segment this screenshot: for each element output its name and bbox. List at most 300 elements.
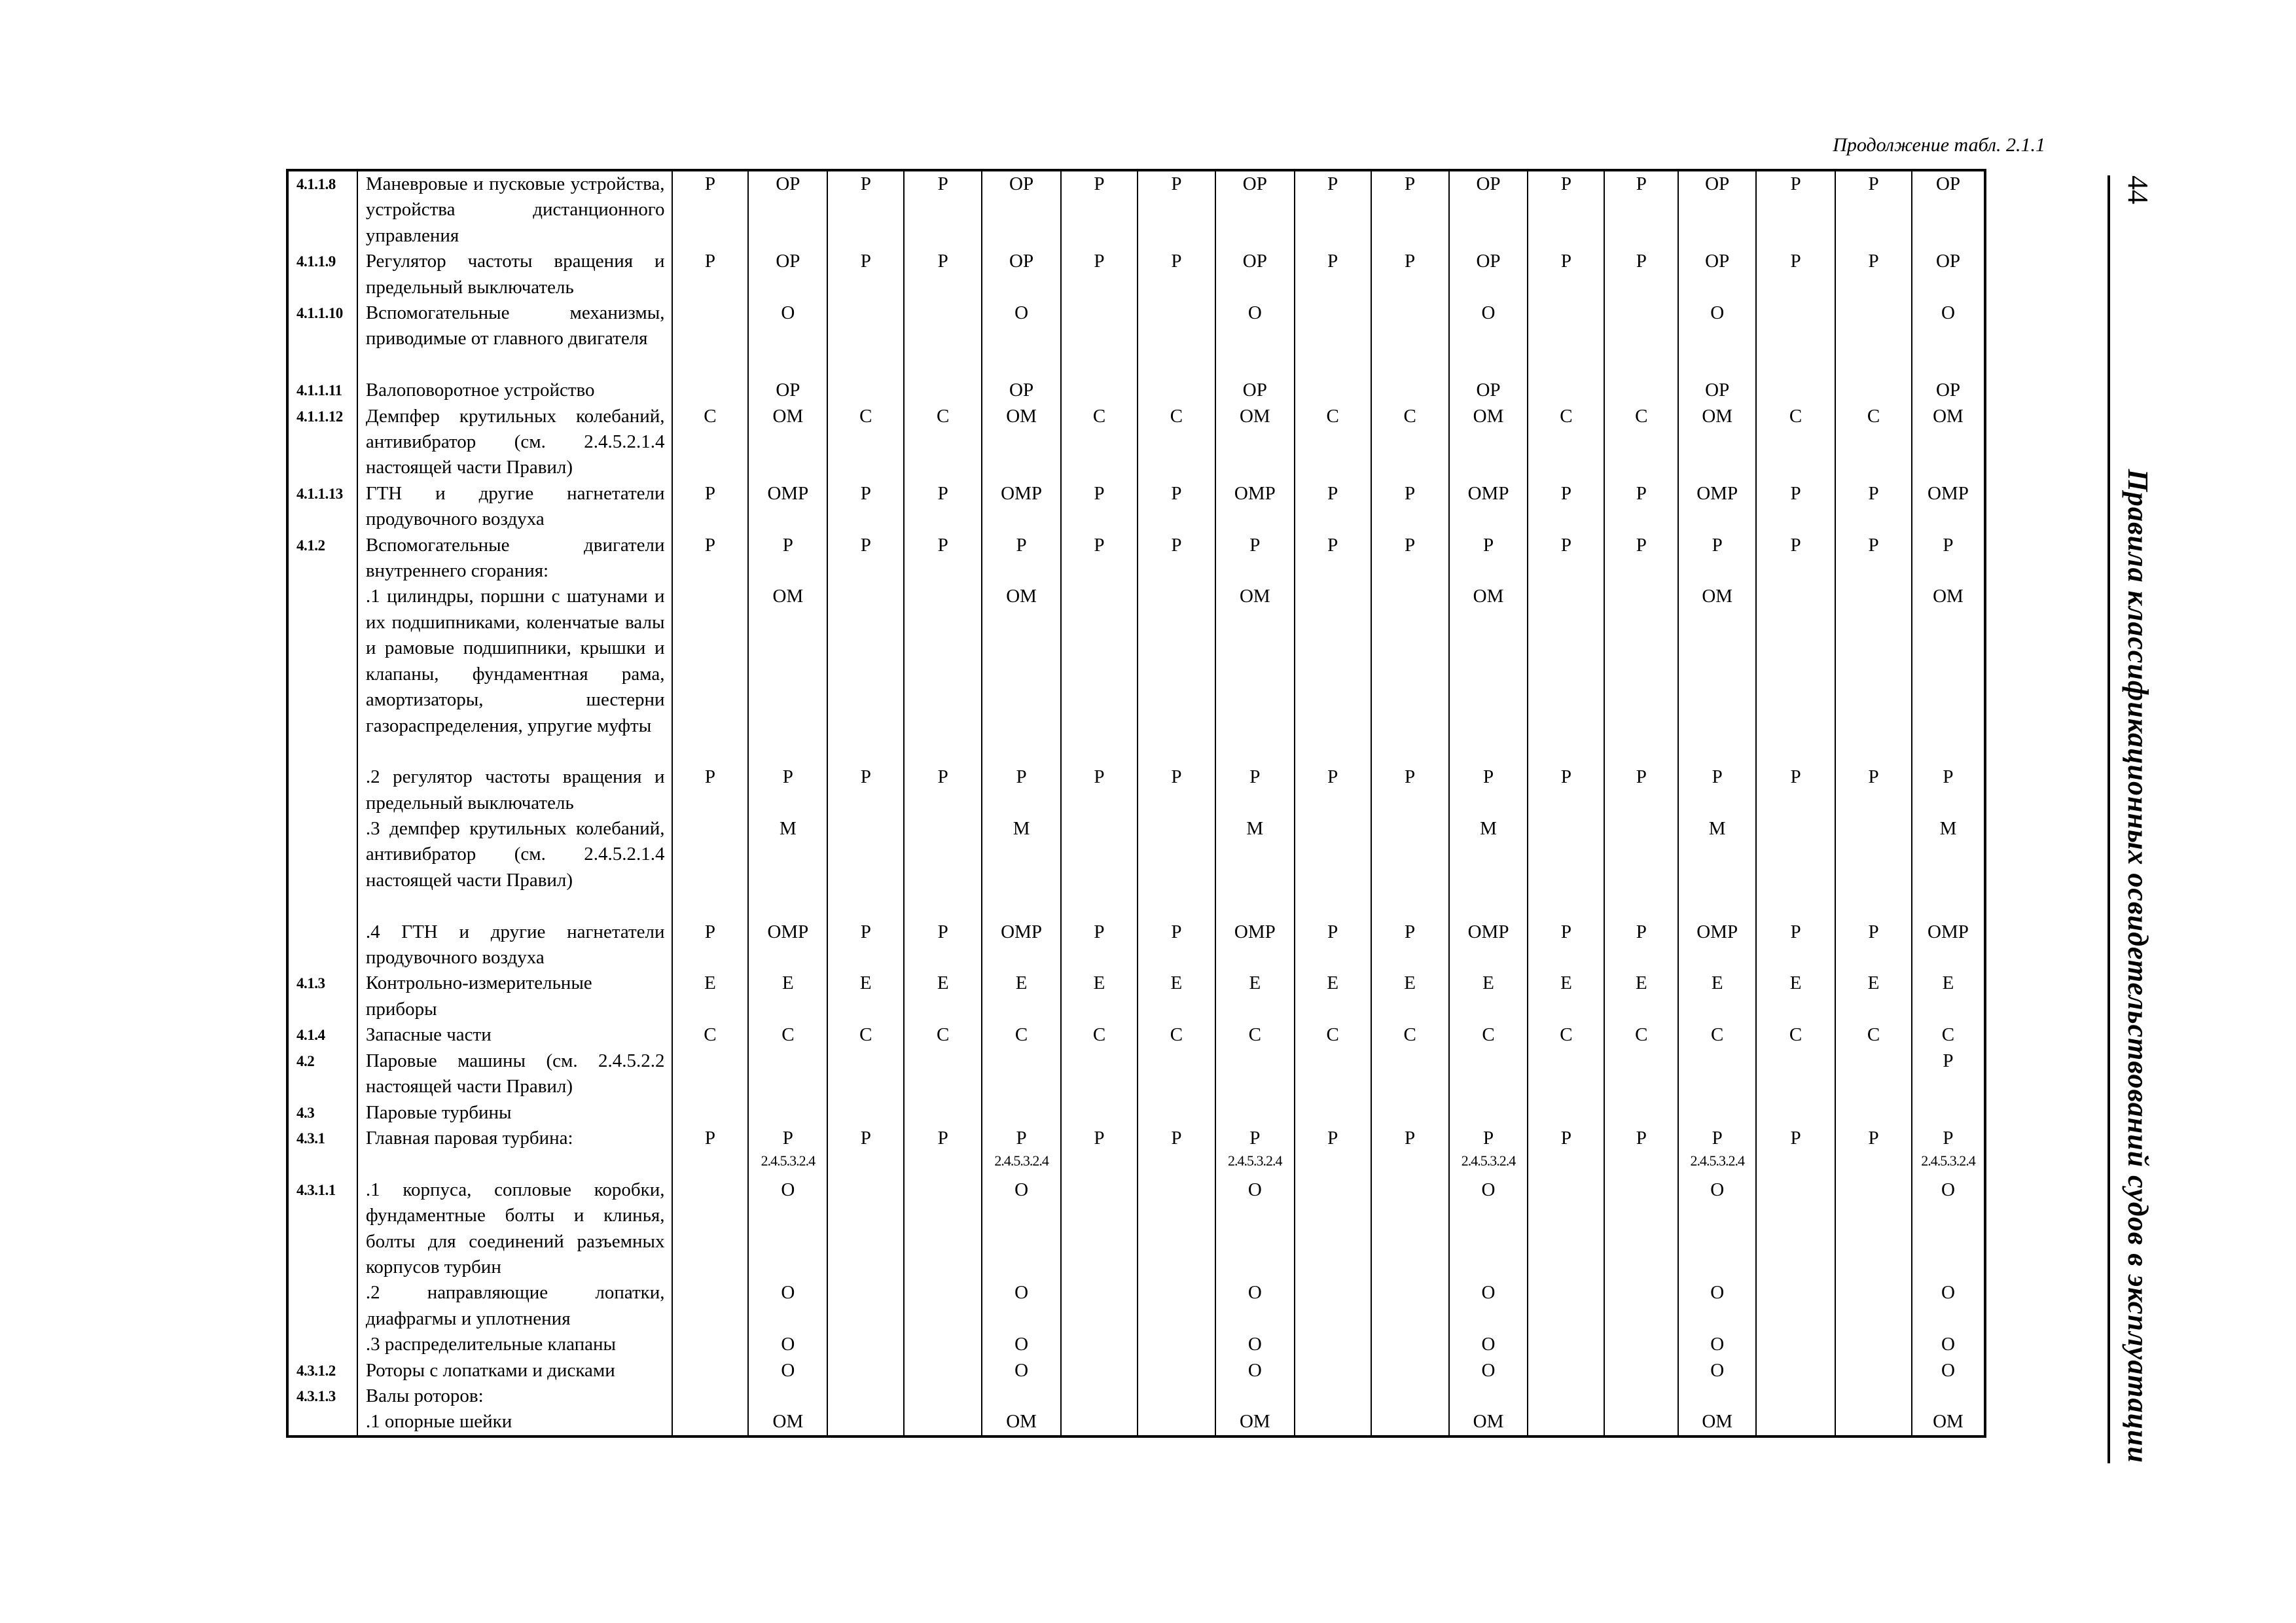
survey-cell: [1678, 481, 1756, 533]
survey-cell: [1295, 1358, 1371, 1383]
survey-cell: [1756, 1332, 1835, 1357]
survey-cell: [1371, 249, 1449, 300]
table-row: [287, 1126, 1985, 1177]
survey-mark: Р: [1171, 766, 1182, 788]
survey-cell: [1215, 1383, 1295, 1409]
survey-mark: О: [1247, 1359, 1262, 1381]
running-title: Правила классификационных освидетельствований судов в эксплуатации: [2122, 469, 2155, 1463]
survey-cell: [904, 764, 982, 816]
survey-mark: ОМ: [1006, 405, 1037, 427]
survey-mark: О: [781, 302, 795, 324]
survey-mark: ОМ: [1702, 1411, 1733, 1433]
row-description: Вспомогательные механизмы, приводимые от главного двигателя: [357, 300, 672, 378]
table-row: [287, 919, 1985, 971]
survey-mark: О: [1014, 1179, 1029, 1200]
survey-mark: С: [1092, 405, 1106, 427]
row-number: 4.1.1.12: [287, 404, 357, 481]
survey-mark: Е: [1789, 972, 1802, 994]
survey-cell: [1449, 481, 1528, 533]
survey-mark: Р: [704, 1127, 716, 1149]
survey-cell: [827, 1280, 904, 1332]
survey-cell: [1604, 971, 1678, 1022]
survey-cell: [672, 481, 749, 533]
survey-mark: С: [704, 1024, 717, 1046]
survey-cell: [1215, 481, 1295, 533]
survey-cell: [1912, 249, 1985, 300]
survey-mark: Р: [782, 766, 793, 788]
survey-cell: [982, 764, 1061, 816]
survey-cell: [1528, 584, 1604, 764]
survey-cell: [982, 378, 1061, 403]
survey-cell: [904, 1280, 982, 1332]
survey-cell: [1835, 1280, 1912, 1332]
survey-mark: Р: [1560, 1127, 1571, 1149]
survey-cell: [904, 300, 982, 378]
survey-mark: Р: [1868, 534, 1879, 556]
survey-mark: Е: [1170, 972, 1183, 994]
survey-cell: [748, 404, 827, 481]
survey-mark: О: [1014, 1359, 1029, 1381]
survey-cell: [1912, 1409, 1985, 1436]
survey-mark: О: [1710, 1282, 1725, 1304]
survey-mark: Е: [937, 972, 949, 994]
rule-reference: 2.4.5.3.2.4: [1921, 1152, 1975, 1169]
survey-mark: Е: [782, 972, 794, 994]
survey-cell: [1678, 300, 1756, 378]
survey-mark: ОМ: [1702, 586, 1733, 607]
survey-mark: Е: [1249, 972, 1261, 994]
survey-cell: [1371, 481, 1449, 533]
survey-cell: [827, 170, 904, 249]
survey-cell: [1449, 919, 1528, 971]
survey-mark: О: [1481, 1359, 1496, 1381]
table-row: [287, 249, 1985, 300]
survey-mark: С: [1711, 1024, 1724, 1046]
survey-mark: О: [1014, 1334, 1029, 1355]
survey-cell: [1912, 1358, 1985, 1383]
survey-mark: Р: [1790, 482, 1801, 504]
survey-cell: [1835, 971, 1912, 1022]
survey-cell: [672, 1022, 749, 1048]
row-number: [287, 1332, 357, 1357]
survey-cell: [1604, 1383, 1678, 1409]
survey-cell: [904, 1358, 982, 1383]
survey-cell: [982, 1126, 1061, 1177]
survey-mark: С: [1867, 1024, 1880, 1046]
survey-cell: [1604, 533, 1678, 584]
survey-mark: ОМР: [1467, 482, 1509, 504]
survey-mark: ОР: [1935, 251, 1961, 272]
survey-mark: Р: [1094, 482, 1105, 504]
survey-cell: [1138, 1332, 1215, 1357]
row-number: 4.3.1.3: [287, 1383, 357, 1409]
survey-mark: Р: [1560, 766, 1571, 788]
survey-cell: [1756, 1383, 1835, 1409]
survey-cell: [1215, 249, 1295, 300]
row-number: 4.1.1.10: [287, 300, 357, 378]
survey-cell: [1835, 1022, 1912, 1048]
survey-mark: Р: [1094, 534, 1105, 556]
survey-mark: ОР: [1476, 173, 1501, 194]
survey-cell: [1604, 1280, 1678, 1332]
survey-cell: [1295, 1332, 1371, 1357]
survey-mark: Р: [1636, 251, 1647, 272]
survey-cell: [1678, 1126, 1756, 1177]
row-description: Паровые турбины: [357, 1100, 672, 1126]
survey-cell: [1756, 1177, 1835, 1281]
row-number: 4.1.1.8: [287, 170, 357, 249]
survey-cell: [1215, 1022, 1295, 1048]
survey-mark: Р: [1171, 1127, 1182, 1149]
survey-mark: О: [1941, 1179, 1955, 1200]
survey-cell: [748, 971, 827, 1022]
survey-cell: [982, 971, 1061, 1022]
survey-mark: ОМР: [1928, 921, 1969, 942]
survey-mark: ОР: [1935, 173, 1961, 194]
survey-cell: [1604, 170, 1678, 249]
survey-cell: [1138, 919, 1215, 971]
survey-cell: [1215, 1358, 1295, 1383]
survey-mark: С: [1635, 405, 1648, 427]
survey-mark: Р: [1016, 1127, 1027, 1149]
survey-mark: О: [1247, 1334, 1262, 1355]
survey-mark: С: [1560, 1024, 1573, 1046]
survey-mark: Р: [1560, 251, 1571, 272]
survey-cell: [1604, 378, 1678, 403]
survey-cell: [1138, 1177, 1215, 1281]
table-row: [287, 584, 1985, 764]
row-number: 4.3.1: [287, 1126, 357, 1177]
survey-cell: [982, 1100, 1061, 1126]
survey-cell: [1912, 1048, 1985, 1100]
survey-mark: Е: [1711, 972, 1723, 994]
survey-cell: [1061, 300, 1138, 378]
survey-cell: [1215, 584, 1295, 764]
survey-mark: С: [704, 405, 717, 427]
survey-cell: [748, 1358, 827, 1383]
survey-mark: Р: [1790, 921, 1801, 942]
row-number: 4.1.1.13: [287, 481, 357, 533]
survey-cell: [1138, 816, 1215, 919]
survey-mark: Р: [1405, 482, 1416, 504]
survey-mark: О: [1481, 302, 1496, 324]
survey-mark: О: [1941, 302, 1955, 324]
survey-mark: ОМ: [772, 405, 804, 427]
survey-cell: [827, 1409, 904, 1436]
survey-cell: [1371, 764, 1449, 816]
survey-cell: [672, 1332, 749, 1357]
survey-cell: [982, 816, 1061, 919]
row-description: .1 опорные шейки: [357, 1409, 672, 1436]
survey-cell: [1371, 300, 1449, 378]
row-number: 4.1.3: [287, 971, 357, 1022]
survey-cell: [1912, 1022, 1985, 1048]
survey-cell: [1756, 584, 1835, 764]
survey-cell: [672, 764, 749, 816]
survey-cell: [1528, 481, 1604, 533]
survey-cell: [1835, 378, 1912, 403]
survey-cell: [904, 1177, 982, 1281]
survey-mark: С: [1248, 1024, 1261, 1046]
survey-cell: [1756, 404, 1835, 481]
survey-cell: [1295, 533, 1371, 584]
survey-mark: С: [1170, 1024, 1183, 1046]
rule-reference: 2.4.5.3.2.4: [1461, 1152, 1516, 1169]
row-number: [287, 919, 357, 971]
survey-cell: [1138, 1409, 1215, 1436]
survey-cell: [827, 971, 904, 1022]
rule-reference: 2.4.5.3.2.4: [994, 1152, 1049, 1169]
survey-cell: [1061, 764, 1138, 816]
survey-cell: [982, 404, 1061, 481]
survey-cell: [1678, 816, 1756, 919]
table-row: [287, 1358, 1985, 1383]
survey-cell: [827, 533, 904, 584]
survey-cell: [1215, 971, 1295, 1022]
survey-cell: [672, 1280, 749, 1332]
survey-cell: [904, 533, 982, 584]
survey-mark: ОР: [1009, 173, 1034, 194]
survey-mark: Р: [1094, 1127, 1105, 1149]
survey-mark: Е: [859, 972, 872, 994]
survey-mark: ОМ: [1473, 586, 1504, 607]
survey-cell: [1449, 533, 1528, 584]
table-row: [287, 1048, 1985, 1100]
survey-mark: Р: [1016, 534, 1027, 556]
survey-cell: [1061, 1100, 1138, 1126]
survey-mark: Р: [1405, 534, 1416, 556]
survey-cell: [748, 1100, 827, 1126]
survey-cell: [1912, 1100, 1985, 1126]
survey-cell: [1371, 919, 1449, 971]
survey-mark: ОР: [1009, 251, 1034, 272]
survey-cell: [1835, 170, 1912, 249]
rule-reference: 2.4.5.3.2.4: [761, 1152, 816, 1169]
survey-cell: [827, 816, 904, 919]
survey-cell: [1528, 1177, 1604, 1281]
survey-mark: Р: [937, 534, 948, 556]
survey-cell: [904, 816, 982, 919]
survey-mark: С: [937, 1024, 950, 1046]
survey-mark: Р: [1560, 173, 1571, 194]
survey-cell: [1449, 404, 1528, 481]
survey-mark: С: [937, 405, 950, 427]
survey-mark: Р: [860, 766, 871, 788]
survey-mark: Р: [1327, 1127, 1338, 1149]
survey-cell: [1756, 249, 1835, 300]
survey-mark: ОР: [776, 251, 800, 272]
survey-cell: [1215, 300, 1295, 378]
survey-mark: О: [1247, 302, 1262, 324]
survey-mark: С: [781, 1024, 795, 1046]
survey-cell: [904, 1126, 982, 1177]
row-description: Роторы с лопатками и дисками: [357, 1358, 672, 1383]
survey-cell: [1215, 1126, 1295, 1177]
survey-cell: [748, 919, 827, 971]
row-description: Маневровые и пусковые устройства, устройства дистанционного управления: [357, 170, 672, 249]
survey-mark: Р: [782, 534, 793, 556]
survey-mark: Р: [1790, 251, 1801, 272]
survey-cell: [1061, 170, 1138, 249]
row-description: ГТН и другие нагнетатели продувочного воздуха: [357, 481, 672, 533]
survey-cell: [1604, 1100, 1678, 1126]
survey-cell: [1295, 1022, 1371, 1048]
row-number: [287, 1409, 357, 1436]
row-description: Регулятор частоты вращения и предельный выключатель: [357, 249, 672, 300]
survey-mark: Р: [1868, 173, 1879, 194]
survey-cell: [1912, 378, 1985, 403]
survey-mark: Р: [1636, 1127, 1647, 1149]
survey-cell: [1371, 1280, 1449, 1332]
survey-mark: С: [1403, 1024, 1416, 1046]
survey-cell: [1061, 1383, 1138, 1409]
survey-cell: [1449, 816, 1528, 919]
survey-mark: Р: [1790, 766, 1801, 788]
survey-cell: [748, 533, 827, 584]
survey-mark: О: [781, 1359, 795, 1381]
survey-cell: [1215, 533, 1295, 584]
survey-cell: [748, 481, 827, 533]
survey-cell: [1756, 1409, 1835, 1436]
survey-mark: Р: [1405, 766, 1416, 788]
survey-cell: [1295, 1177, 1371, 1281]
survey-cell: [1835, 1358, 1912, 1383]
survey-cell: [1835, 1126, 1912, 1177]
survey-cell: [1061, 1332, 1138, 1357]
survey-cell: [1138, 971, 1215, 1022]
survey-cell: [1371, 1358, 1449, 1383]
survey-mark: ОР: [1476, 380, 1501, 401]
row-description: Главная паровая турбина:: [357, 1126, 672, 1177]
survey-cell: [1449, 1100, 1528, 1126]
survey-cell: [1604, 481, 1678, 533]
survey-cell: [1061, 533, 1138, 584]
survey-cell: [982, 1332, 1061, 1357]
survey-cell: [1912, 971, 1985, 1022]
survey-mark: О: [1941, 1334, 1955, 1355]
survey-cell: [1835, 584, 1912, 764]
survey-cell: [1138, 1100, 1215, 1126]
survey-mark: Р: [1094, 921, 1105, 942]
survey-cell: [1835, 1177, 1912, 1281]
survey-cell: [1678, 249, 1756, 300]
survey-mark: С: [1170, 405, 1183, 427]
survey-mark: Р: [704, 482, 716, 504]
survey-cell: [748, 1022, 827, 1048]
survey-cell: [827, 1022, 904, 1048]
survey-mark: Р: [1327, 173, 1338, 194]
survey-mark: Р: [1943, 1127, 1954, 1149]
survey-mark: ОР: [1705, 380, 1730, 401]
survey-cell: [1295, 971, 1371, 1022]
survey-cell: [1756, 919, 1835, 971]
survey-cell: [1061, 1177, 1138, 1281]
table-row: [287, 971, 1985, 1022]
survey-cell: [1449, 1358, 1528, 1383]
survey-mark: Р: [1868, 1127, 1879, 1149]
survey-mark: Р: [1636, 173, 1647, 194]
survey-mark: Р: [1712, 1127, 1723, 1149]
survey-cell: [1215, 1332, 1295, 1357]
survey-cell: [1449, 1177, 1528, 1281]
survey-mark: Р: [937, 1127, 948, 1149]
survey-mark: О: [1710, 1359, 1725, 1381]
survey-cell: [1835, 764, 1912, 816]
survey-cell: [1604, 764, 1678, 816]
survey-cell: [1138, 1048, 1215, 1100]
survey-mark: ОМ: [1239, 405, 1270, 427]
survey-cell: [1061, 404, 1138, 481]
survey-cell: [827, 1177, 904, 1281]
survey-mark: Е: [1015, 972, 1028, 994]
survey-mark: Р: [1868, 766, 1879, 788]
survey-cell: [1604, 919, 1678, 971]
survey-cell: [1295, 300, 1371, 378]
survey-cell: [1756, 1100, 1835, 1126]
survey-mark: Р: [704, 173, 716, 194]
survey-mark: ОМР: [767, 482, 809, 504]
survey-cell: [1138, 170, 1215, 249]
survey-cell: [1138, 584, 1215, 764]
survey-mark: ОР: [776, 173, 800, 194]
survey-cell: [1604, 816, 1678, 919]
survey-cell: [827, 1358, 904, 1383]
survey-cell: [1528, 404, 1604, 481]
survey-mark: Р: [937, 921, 948, 942]
survey-mark: Р: [1405, 173, 1416, 194]
survey-cell: [1449, 378, 1528, 403]
survey-mark: Е: [1867, 972, 1880, 994]
survey-cell: [1678, 533, 1756, 584]
table-row: [287, 1100, 1985, 1126]
row-number: [287, 816, 357, 919]
survey-cell: [1449, 1383, 1528, 1409]
survey-mark: С: [1560, 405, 1573, 427]
survey-cell: [827, 378, 904, 403]
survey-mark: Р: [1327, 534, 1338, 556]
survey-mark: Р: [1560, 921, 1571, 942]
row-description: Паровые машины (см. 2.4.5.2.2 настоящей части Правил): [357, 1048, 672, 1100]
survey-cell: [1138, 404, 1215, 481]
survey-mark: О: [1481, 1334, 1496, 1355]
survey-mark: ОР: [1242, 251, 1267, 272]
survey-cell: [1061, 481, 1138, 533]
survey-cell: [1756, 533, 1835, 584]
survey-cell: [1295, 816, 1371, 919]
survey-cell: [748, 1409, 827, 1436]
survey-cell: [1449, 971, 1528, 1022]
survey-mark: ОМР: [1001, 921, 1043, 942]
survey-cell: [1756, 1358, 1835, 1383]
survey-cell: [1295, 1383, 1371, 1409]
survey-cell: [1912, 919, 1985, 971]
survey-mark: Е: [1635, 972, 1647, 994]
survey-cell: [1604, 300, 1678, 378]
survey-cell: [672, 1358, 749, 1383]
table-continuation-caption: Продолжение табл. 2.1.1: [1833, 134, 2045, 156]
survey-mark: М: [1708, 818, 1726, 840]
survey-mark: ОР: [1935, 380, 1961, 401]
survey-mark: М: [1013, 818, 1030, 840]
row-number: 4.1.4: [287, 1022, 357, 1048]
survey-cell: [1528, 1022, 1604, 1048]
survey-cell: [1835, 816, 1912, 919]
survey-mark: Р: [704, 766, 716, 788]
survey-cell: [1678, 1022, 1756, 1048]
survey-cell: [1912, 481, 1985, 533]
survey-cell: [1371, 378, 1449, 403]
survey-cell: [904, 481, 982, 533]
